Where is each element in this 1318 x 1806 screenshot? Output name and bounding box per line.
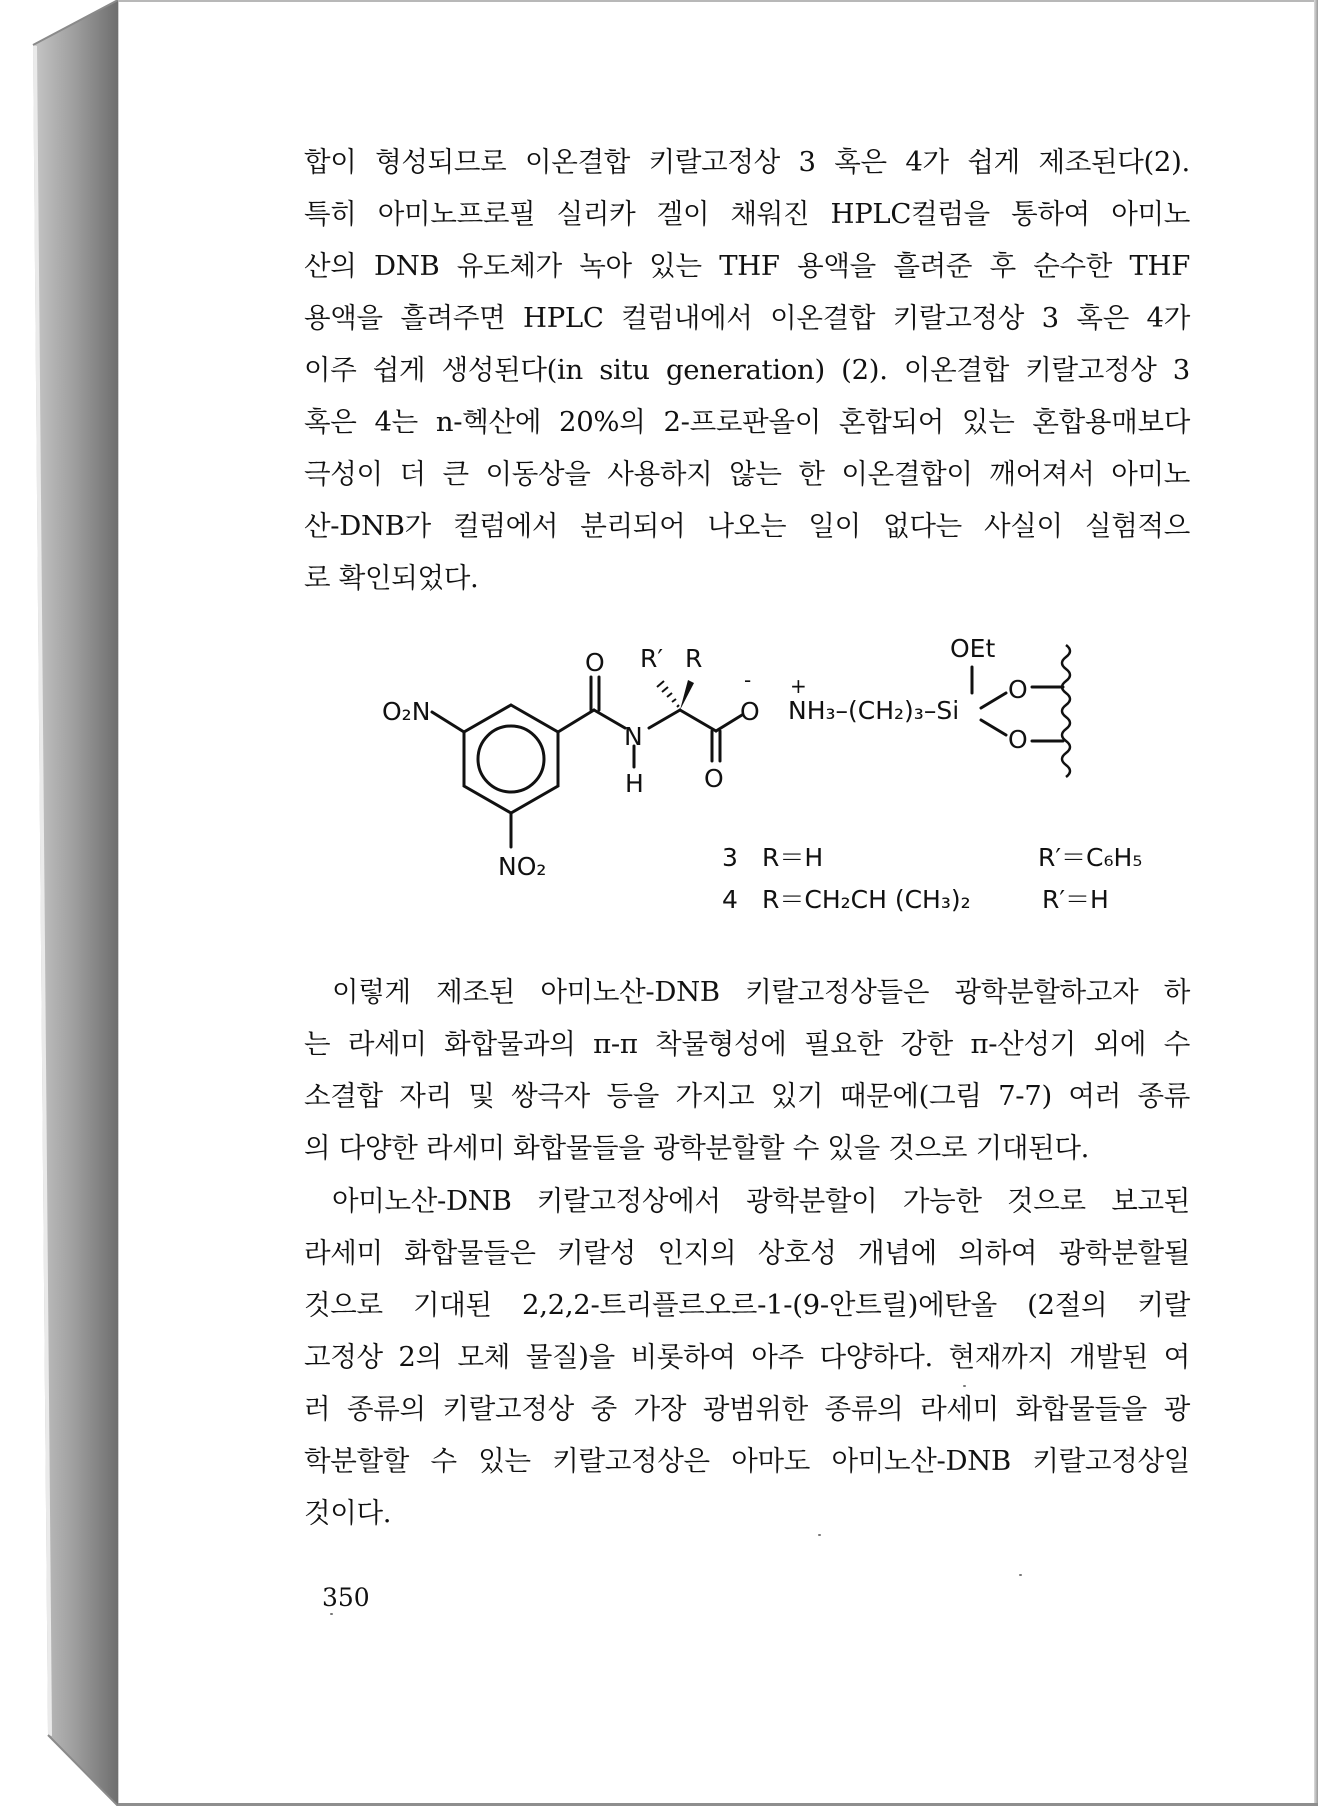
bond-carboxyl-ominus — [716, 715, 742, 731]
chemical-structure-figure — [370, 615, 1190, 925]
scan-speck — [1019, 1574, 1022, 1576]
text-line: 합이 형성되므로 이온결합 키랄고정상 3 혹은 4가 쉽게 제조된다(2). — [304, 146, 1190, 178]
text-line: 러 종류의 키랄고정상 중 가장 광범위한 종류의 라세미 화합물들을 광 — [304, 1393, 1190, 1425]
compound-4-r: R＝CH₂CH (CH₃)₂ — [762, 885, 971, 914]
text-line: 고정상 2의 모체 물질)을 비롯하여 아주 다양하다. 현재까지 개발된 여 — [304, 1341, 1190, 1373]
r-label: R — [685, 644, 703, 673]
compound-3-rprime: R′＝C₆H₅ — [1038, 843, 1143, 872]
no2-bottom-label: NO₂ — [498, 852, 547, 881]
page-top-edge — [118, 0, 1318, 2]
no2-left-label: O₂N — [382, 697, 431, 726]
text-line: 것이다. — [304, 1497, 392, 1529]
text-line: 것으로 기대된 2,2,2-트리플르오르-1-(9-안트릴)에탄올 (2절의 키랄 — [304, 1289, 1190, 1321]
bond-no2-left — [432, 712, 464, 732]
book-spine-edge — [0, 0, 120, 1806]
text-line: 극성이 더 큰 이동상을 사용하지 않는 한 이온결합이 깨어져서 아미노 — [304, 458, 1190, 490]
silica-surface-wavy-line — [1062, 645, 1070, 777]
ethoxy-label: OEt — [950, 634, 996, 663]
paragraph-3 — [304, 1175, 1190, 1539]
text-line: 아미노산-DNB 키랄고정상에서 광학분할이 가능한 것으로 보고된 — [332, 1185, 1190, 1217]
paragraph-2 — [304, 966, 1190, 1174]
text-line: 산의 DNB 유도체가 녹아 있는 THF 용액을 흘려준 후 순수한 THF — [304, 250, 1190, 282]
bond-ring-carbonyl — [558, 710, 594, 732]
aromatic-circle — [478, 726, 544, 792]
bond-chiral-carboxyl — [680, 710, 716, 731]
text-line: 는 라세미 화합물과의 π-π 착물형성에 필요한 강한 π-산성기 외에 수 — [304, 1028, 1190, 1060]
structure-diagram — [370, 615, 1190, 925]
text-line: 소결합 자리 및 쌍극자 등을 가지고 있기 때문에(그림 7-7) 여러 종류 — [304, 1080, 1190, 1112]
wedge-bond-r — [680, 680, 694, 710]
text-line: 의 다양한 라세미 화합물들을 광학분할할 수 있을 것으로 기대된다. — [304, 1132, 1090, 1164]
text-line: 학분할할 수 있는 키랄고정상은 아마도 아미노산-DNB 키랄고정상일 — [304, 1445, 1190, 1477]
plus-charge-label: + — [790, 674, 807, 698]
compound-4-rprime: R′＝H — [1042, 885, 1109, 914]
text-line: 혹은 4는 n-헥산에 20%의 2-프로판올이 혼합되어 있는 혼합용매보다 — [304, 406, 1190, 438]
text-line: 산-DNB가 컬럼에서 분리되어 나오는 일이 없다는 사실이 실험적으 — [304, 510, 1190, 542]
nitrogen-label: N — [624, 722, 643, 751]
compound-3-number: 3 — [722, 843, 738, 872]
carbonyl-oxygen-label: O — [585, 648, 605, 677]
compound-4-number: 4 — [722, 885, 738, 914]
page-right-edge — [1314, 0, 1318, 1806]
text-line: 용액을 흘려주면 HPLC 컬럼내에서 이온결합 키랄고정상 3 혹은 4가 — [304, 302, 1190, 334]
hashed-bond-rprime — [657, 681, 679, 707]
scan-speck — [818, 1534, 821, 1536]
bond-carbonyl-n — [594, 710, 625, 728]
bond-si-o-upper — [981, 693, 1006, 708]
scan-speck — [330, 1613, 333, 1615]
ammonium-propyl-silane-label: NH₃–(CH₂)₃–Si — [788, 696, 960, 725]
r-prime-label: R′ — [640, 644, 664, 673]
carboxyl-oxygen-label: O — [704, 764, 724, 793]
text-line: 특히 아미노프로필 실리카 겔이 채워진 HPLC컬럼을 통하여 아미노 — [304, 198, 1190, 230]
text-line: 로 확인되었다. — [304, 562, 479, 594]
carboxylate-oxygen-label: O — [740, 697, 760, 726]
bond-si-o-lower — [981, 720, 1006, 735]
text-line: 이렇게 제조된 아미노산-DNB 키랄고정상들은 광학분할하고자 하 — [332, 976, 1190, 1008]
paragraph-1 — [304, 136, 1190, 604]
siloxane-oxygen-upper-label: O — [1008, 675, 1028, 704]
scan-speck — [963, 1385, 966, 1387]
hydrogen-label: H — [625, 769, 644, 798]
bond-n-chiral — [649, 710, 680, 728]
compound-3-r: R＝H — [762, 843, 824, 872]
minus-charge-label: - — [744, 668, 752, 692]
page-number: 350 — [322, 1583, 370, 1612]
text-line: 라세미 화합물들은 키랄성 인지의 상호성 개념에 의하여 광학분할될 — [304, 1237, 1190, 1269]
siloxane-oxygen-lower-label: O — [1008, 725, 1028, 754]
text-line: 이주 쉽게 생성된다(in situ generation) (2). 이온결합 키랄고정상 3 — [304, 354, 1190, 386]
